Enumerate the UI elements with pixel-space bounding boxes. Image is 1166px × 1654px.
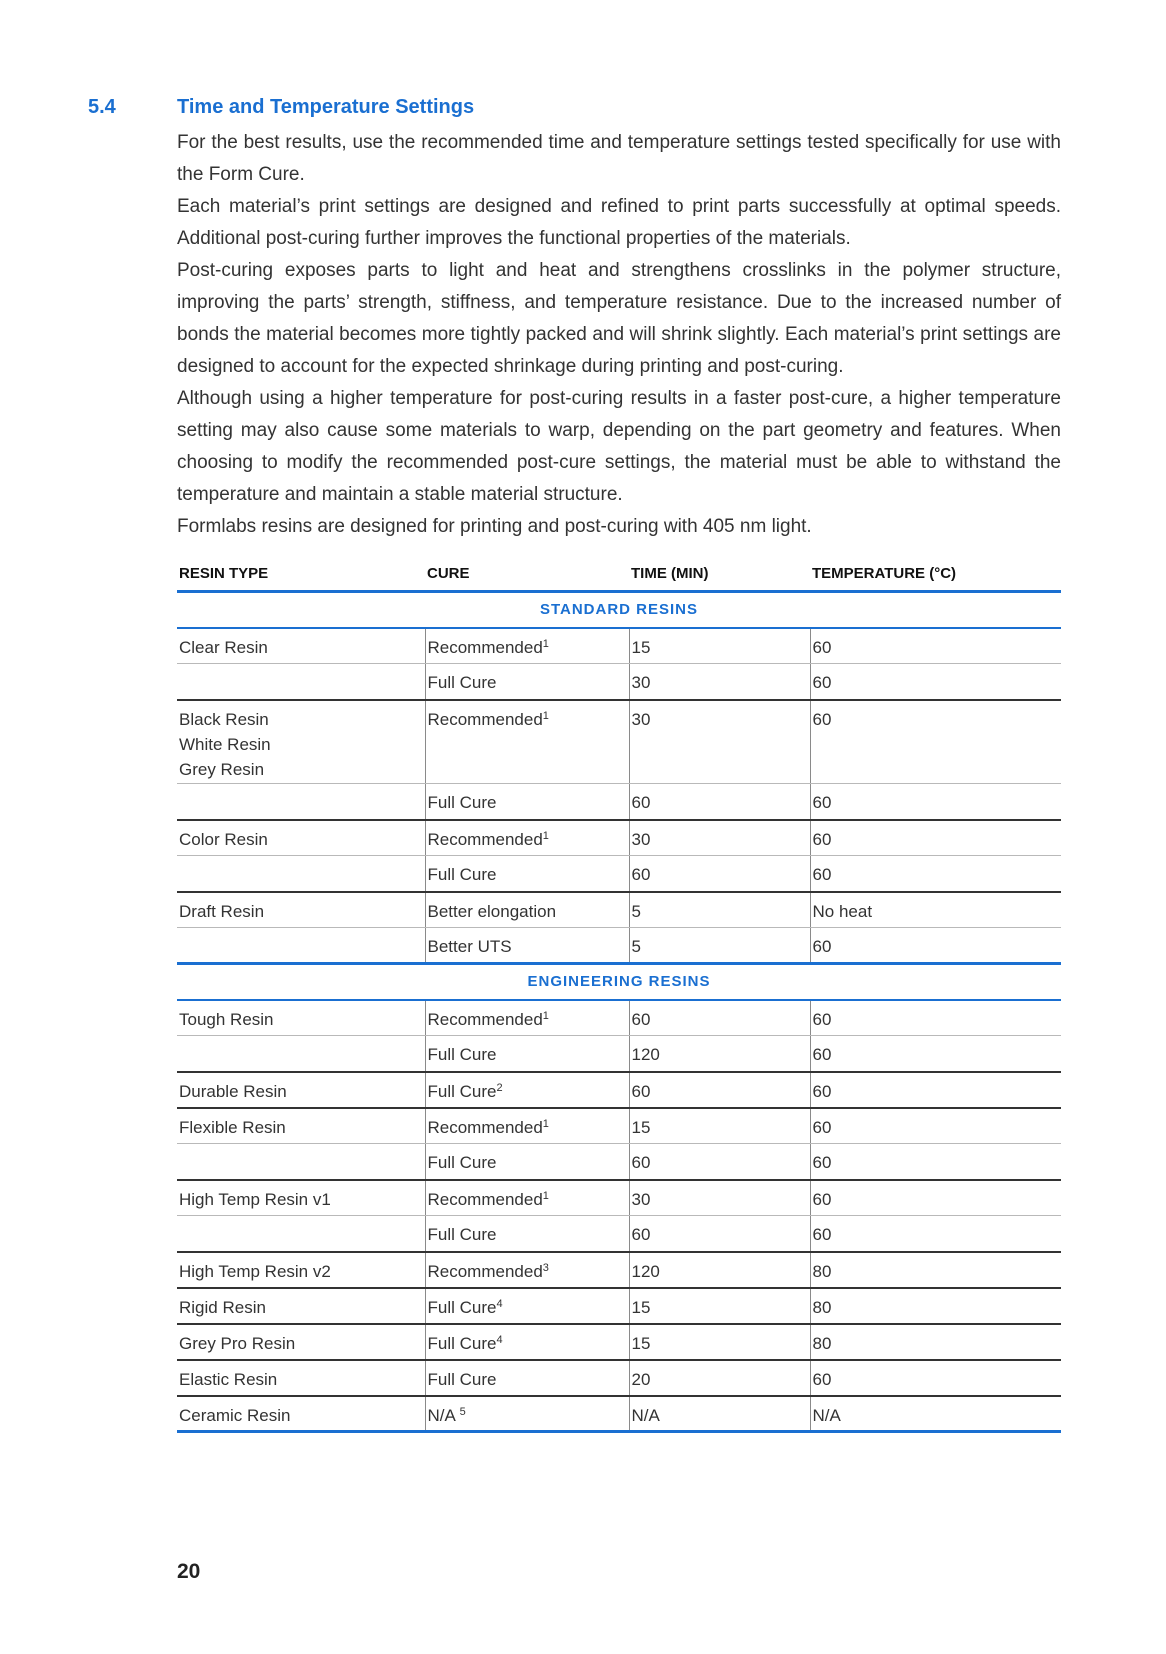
- resin-cell: High Temp Resin v1: [177, 1180, 425, 1216]
- resin-cell: Grey Pro Resin: [177, 1324, 425, 1360]
- resin-cell: Durable Resin: [177, 1072, 425, 1108]
- resin-cell: Flexible Resin: [177, 1108, 425, 1144]
- resin-cell: Clear Resin: [177, 628, 425, 664]
- table-row: [177, 664, 1061, 700]
- cure-cell: Recommended$^1$: [425, 628, 629, 664]
- header-temperature: TEMPERATURE (°C): [810, 556, 1061, 592]
- time-cell: 30: [629, 664, 810, 700]
- paragraph: Although using a higher temperature for post-curing results in a faster post-cure, a higher temperature setting may also cause some materials to warp, depending on the part geometry and features. When choosing to modify the recommended post-cure settings, the material must be able to withstand the temperature and maintain a stable material structure.: [177, 388, 1061, 505]
- temp-cell: 60: [810, 1360, 1061, 1396]
- table-row: [177, 892, 1061, 928]
- time-cell: 15: [629, 628, 810, 664]
- section-body: [177, 127, 1061, 543]
- temp-cell: 60: [810, 928, 1061, 964]
- time-cell: 20: [629, 1360, 810, 1396]
- resin-cell: Rigid Resin: [177, 1288, 425, 1324]
- header-resin-type: RESIN TYPE: [177, 556, 425, 592]
- temp-cell: 60: [810, 1180, 1061, 1216]
- time-cell: 120: [629, 1252, 810, 1288]
- section-row-engineering: [177, 964, 1061, 1000]
- time-cell: 15: [629, 1108, 810, 1144]
- temp-cell: 80: [810, 1288, 1061, 1324]
- resin-cell: Draft Resin: [177, 892, 425, 928]
- paragraph: Post-curing exposes parts to light and heat and strengthens crosslinks in the polymer structure, improving the parts’ strength, stiffness, and temperature resistance. Due to the increased number of bonds the material becomes more tightly packed and will shrink slightly. Each material’s print settings are designed to account for the expected shrinkage during printing and post-curing.: [177, 260, 1061, 377]
- section-title: Time and Temperature Settings: [177, 96, 475, 118]
- time-cell: 120: [629, 1036, 810, 1072]
- cure-cell: N/A $^5$: [425, 1396, 629, 1432]
- temp-cell: 60: [810, 1144, 1061, 1180]
- time-cell: 60: [629, 1000, 810, 1036]
- resin-cell: [177, 856, 425, 892]
- table-row: [177, 1108, 1061, 1144]
- time-cell: 15: [629, 1324, 810, 1360]
- table-row: [177, 1288, 1061, 1324]
- time-cell: 60: [629, 1144, 810, 1180]
- temp-cell: 60: [810, 628, 1061, 664]
- temp-cell: 60: [810, 820, 1061, 856]
- table-row: [177, 784, 1061, 820]
- table-row: [177, 700, 1061, 784]
- time-cell: 60: [629, 856, 810, 892]
- temp-cell: 60: [810, 1036, 1061, 1072]
- cure-cell: Full Cure: [425, 784, 629, 820]
- cure-cell: Recommended$^1$: [425, 700, 629, 784]
- cure-cell: Full Cure: [425, 664, 629, 700]
- cure-cell: Recommended$^3$: [425, 1252, 629, 1288]
- temp-cell: 80: [810, 1252, 1061, 1288]
- temp-cell: 60: [810, 700, 1061, 784]
- resin-cell: [177, 784, 425, 820]
- cure-cell: Full Cure: [425, 1216, 629, 1252]
- temp-cell: N/A: [810, 1396, 1061, 1432]
- cure-cell: Recommended$^1$: [425, 820, 629, 856]
- table-row: [177, 1000, 1061, 1036]
- time-cell: 30: [629, 1180, 810, 1216]
- temp-cell: No heat: [810, 892, 1061, 928]
- table-row: [177, 1216, 1061, 1252]
- paragraph: Formlabs resins are designed for printing and post-curing with 405 nm light.: [177, 516, 812, 537]
- resin-cell: [177, 1036, 425, 1072]
- time-cell: 5: [629, 928, 810, 964]
- resin-cell: Black Resin White Resin Grey Resin: [177, 700, 425, 784]
- table-row: [177, 1144, 1061, 1180]
- resin-cell: [177, 928, 425, 964]
- table-row: [177, 1396, 1061, 1432]
- paragraph: For the best results, use the recommended time and temperature settings tested specifically for use with the Form Cure.: [177, 132, 1061, 185]
- section-row-standard: [177, 592, 1061, 628]
- cure-cell: Better elongation: [425, 892, 629, 928]
- cure-cell: Full Cure$^2$: [425, 1072, 629, 1108]
- table-row: [177, 1072, 1061, 1108]
- engineering-resins-label: ENGINEERING RESINS: [177, 964, 1061, 1000]
- time-cell: 5: [629, 892, 810, 928]
- cure-cell: Full Cure$^4$: [425, 1288, 629, 1324]
- time-cell: 15: [629, 1288, 810, 1324]
- cure-settings-table: [177, 556, 1061, 1433]
- table-row: [177, 928, 1061, 964]
- table-header-row: [177, 556, 1061, 592]
- temp-cell: 60: [810, 1000, 1061, 1036]
- resin-cell: Ceramic Resin: [177, 1396, 425, 1432]
- cure-cell: Full Cure: [425, 856, 629, 892]
- resin-cell: Color Resin: [177, 820, 425, 856]
- section-number: 5.4: [88, 96, 116, 118]
- cure-cell: Full Cure: [425, 1360, 629, 1396]
- temp-cell: 60: [810, 1108, 1061, 1144]
- temp-cell: 60: [810, 784, 1061, 820]
- time-cell: 60: [629, 1216, 810, 1252]
- table-row: [177, 1360, 1061, 1396]
- table-row: [177, 1252, 1061, 1288]
- header-time: TIME (MIN): [629, 556, 810, 592]
- cure-cell: Full Cure: [425, 1036, 629, 1072]
- table-row: [177, 820, 1061, 856]
- standard-resins-label: STANDARD RESINS: [177, 592, 1061, 628]
- temp-cell: 60: [810, 1216, 1061, 1252]
- temp-cell: 60: [810, 1072, 1061, 1108]
- cure-cell: Better UTS: [425, 928, 629, 964]
- cure-cell: Recommended$^1$: [425, 1108, 629, 1144]
- resin-cell: High Temp Resin v2: [177, 1252, 425, 1288]
- time-cell: 30: [629, 700, 810, 784]
- cure-cell: Full Cure$^4$: [425, 1324, 629, 1360]
- temp-cell: 80: [810, 1324, 1061, 1360]
- cure-cell: Recommended$^1$: [425, 1180, 629, 1216]
- resin-cell: Tough Resin: [177, 1000, 425, 1036]
- temp-cell: 60: [810, 664, 1061, 700]
- temp-cell: 60: [810, 856, 1061, 892]
- resin-cell: [177, 664, 425, 700]
- paragraph: Each material’s print settings are designed and refined to print parts successfully at optimal speeds. Additional post-curing further improves the functional properties of the materials.: [177, 196, 1061, 249]
- time-cell: 30: [629, 820, 810, 856]
- time-cell: N/A: [629, 1396, 810, 1432]
- table-row: [177, 1180, 1061, 1216]
- cure-cell: Recommended$^1$: [425, 1000, 629, 1036]
- time-cell: 60: [629, 1072, 810, 1108]
- header-cure: CURE: [425, 556, 629, 592]
- resin-cell: Elastic Resin: [177, 1360, 425, 1396]
- table-row: [177, 628, 1061, 664]
- table-row: [177, 1036, 1061, 1072]
- resin-cell: [177, 1144, 425, 1180]
- page-number: 20: [177, 1560, 201, 1583]
- cure-cell: Full Cure: [425, 1144, 629, 1180]
- table-row: [177, 856, 1061, 892]
- resin-cell: [177, 1216, 425, 1252]
- table-row: [177, 1324, 1061, 1360]
- time-cell: 60: [629, 784, 810, 820]
